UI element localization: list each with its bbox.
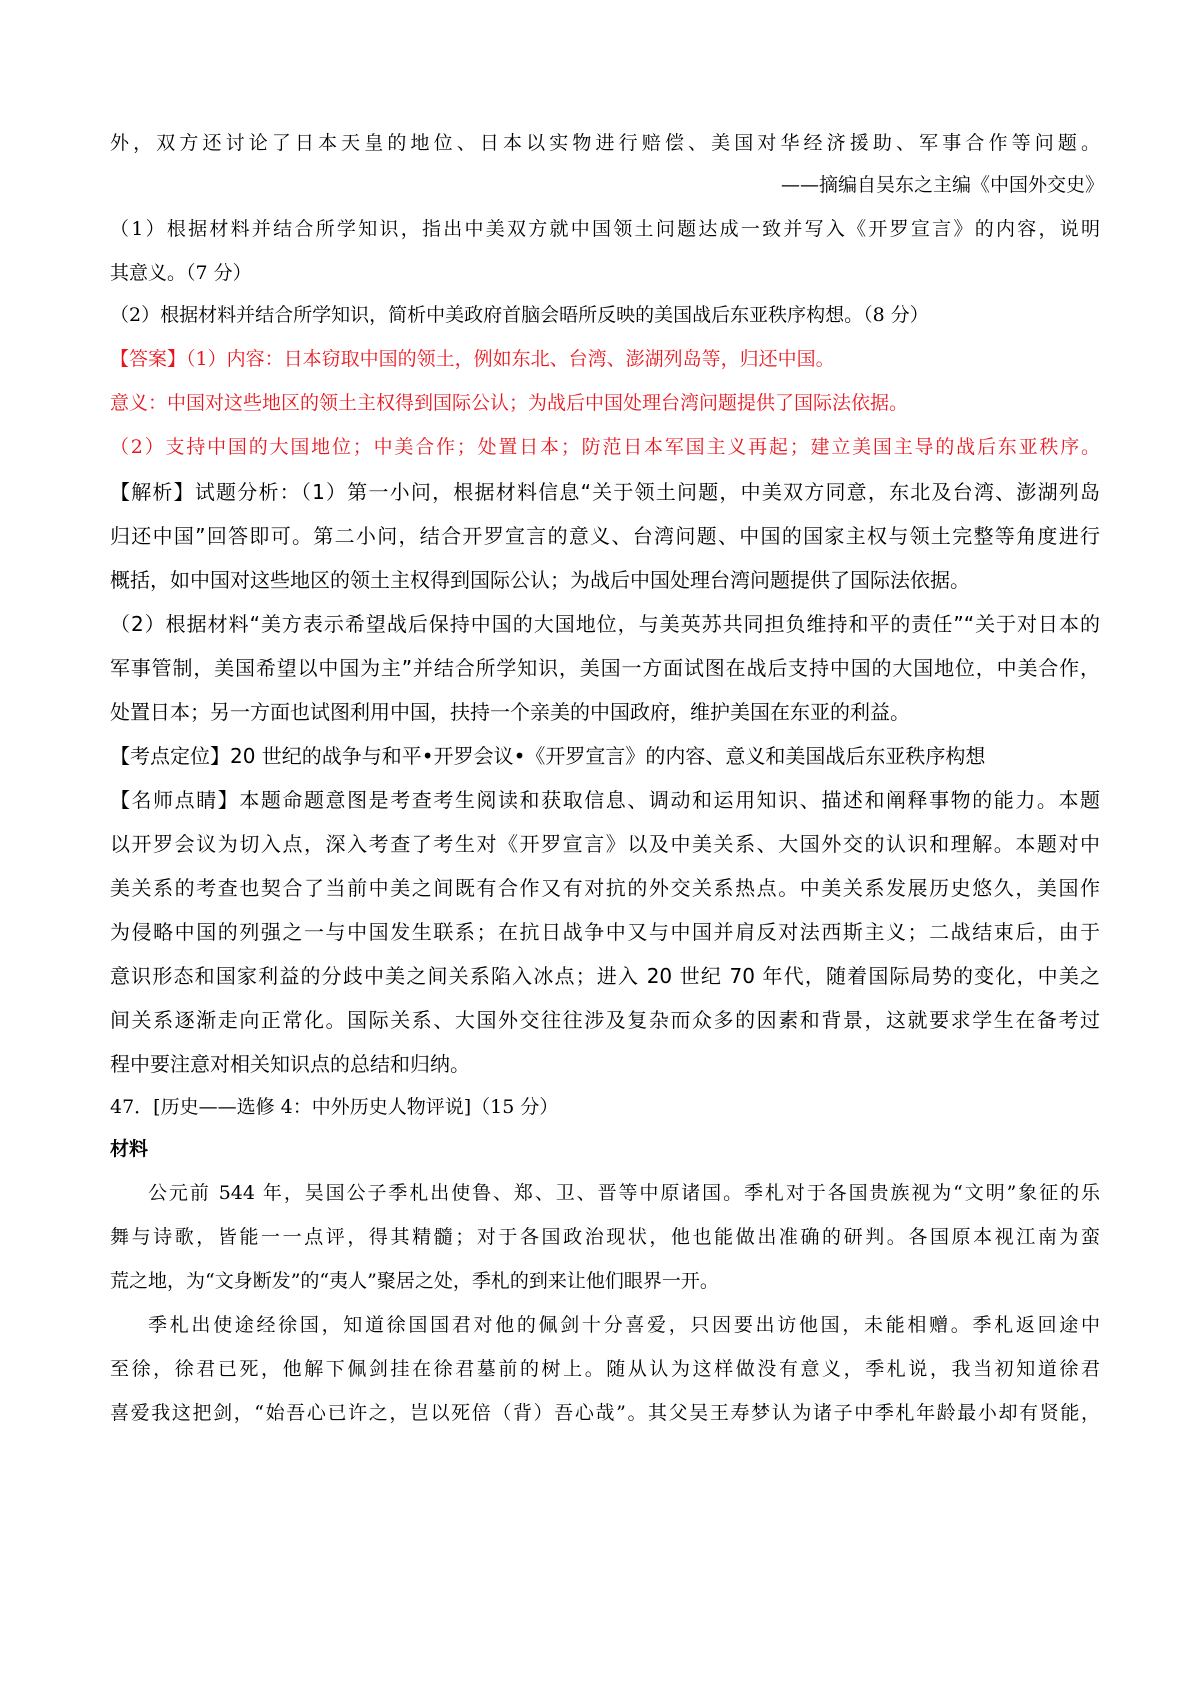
q47-para-2-line-3: 喜爱我这把剑，“始吾心已许之，岂以死倍（背）吾心哉”。其父吴王寿梦认为诸子中季札年龄最小却有贤能， (110, 1402, 1100, 1424)
mingshi-line-5: 意识形态和国家利益的分歧中美之间关系陷入冰点；进入 20 世纪 70 年代，随着国际局势的变化，中美之 (110, 964, 1100, 988)
analysis-line-4: （2）根据材料“美方表示希望战后保持中国的大国地位，与美英苏共同担负维持和平的责任”“关于对日本的 (110, 612, 1100, 636)
analysis-line-3: 概括，如中国对这些地区的领土主权得到国际公认；为战后中国处理台湾问题提供了国际法依据。 (110, 568, 970, 592)
q47-para-2-line-1: 季札出使途经徐国，知道徐国国君对他的佩剑十分喜爱，只因要出访他国，未能相赠。季札返回途中 (148, 1314, 1100, 1336)
material-label: 材料 (110, 1138, 149, 1160)
question-1-line-1: （1）根据材料并结合所学知识，指出中美双方就中国领土问题达成一致并写入《开罗宣言》的内容，说明 (110, 218, 1100, 240)
analysis-line-1: 【解析】试题分析：（1）第一小问，根据材料信息“关于领土问题，中美双方同意，东北及台湾、澎湖列岛 (110, 480, 1100, 504)
question-2: （2）根据材料并结合所学知识，简析中美政府首脑会晤所反映的美国战后东亚秩序构想。（8 分） (110, 304, 929, 326)
answer-line-2: 意义：中国对这些地区的领土主权得到国际公认；为战后中国处理台湾问题提供了国际法依据。 (110, 392, 909, 414)
material-tail-line: 外，双方还讨论了日本天皇的地位、日本以实物进行赔偿、美国对华经济援助、军事合作等问题。 (110, 132, 1100, 154)
mingshi-line-2: 以开罗会议为切入点，深入考查了考生对《开罗宣言》以及中美关系、大国外交的认识和理解。本题对中 (110, 832, 1100, 856)
analysis-line-6: 处置日本；另一方面也试图利用中国，扶持一个亲美的中国政府，维护美国在东亚的利益。 (110, 700, 910, 724)
answer-line-1: 【答案】（1）内容：日本窃取中国的领土，例如东北、台湾、澎湖列岛等，归还中国。 (110, 348, 835, 370)
q47-para-1-line-3: 荒之地，为“文身断发”的“夷人”聚居之处，季札的到来让他们眼界一开。 (110, 1270, 719, 1292)
mingshi-line-3: 美关系的考查也契合了当前中美之间既有合作又有对抗的外交关系热点。中美关系发展历史悠久，美国作 (110, 876, 1100, 900)
q47-para-1-line-1: 公元前 544 年，吴国公子季札出使鲁、郑、卫、晋等中原诸国。季札对于各国贵族视为“文明”象征的乐 (148, 1182, 1100, 1204)
analysis-line-2: 归还中国”回答即可。第二小问，结合开罗宣言的意义、台湾问题、中国的国家主权与领土完整等角度进行 (110, 524, 1100, 548)
mingshi-line-7: 程中要注意对相关知识点的总结和归纳。 (110, 1052, 470, 1076)
question-47-header: 47．[历史——选修 4：中外历史人物评说]（15 分） (110, 1096, 559, 1118)
mingshi-line-4: 为侵略中国的列强之一与中国发生联系；在抗日战争中又与中国并肩反对法西斯主义；二战结束后，由于 (110, 920, 1100, 944)
mingshi-line-6: 间关系逐渐走向正常化。国际关系、大国外交往往涉及复杂而众多的因素和背景，这就要求学生在备考过 (110, 1008, 1100, 1032)
answer-line-3: （2）支持中国的大国地位；中美合作；处置日本；防范日本军国主义再起；建立美国主导的战后东亚秩序。 (110, 436, 1100, 458)
kaodian-line: 【考点定位】20 世纪的战争与和平•开罗会议•《开罗宣言》的内容、意义和美国战后东亚秩序构想 (110, 744, 986, 768)
mingshi-line-1: 【名师点睛】本题命题意图是考查考生阅读和获取信息、调动和运用知识、描述和阐释事物的能力。本题 (110, 788, 1100, 812)
question-1-line-2: 其意义。（7 分） (110, 262, 252, 284)
material-source: ——摘编自吴东之主编《中国外交史》 (780, 174, 1104, 196)
q47-para-1-line-2: 舞与诗歌，皆能一一点评，得其精髓；对于各国政治现状，他也能做出准确的研判。各国原本视江南为蛮 (110, 1226, 1100, 1248)
analysis-line-5: 军事管制，美国希望以中国为主”并结合所学知识，美国一方面试图在战后支持中国的大国地位，中美合作， (110, 656, 1100, 680)
q47-para-2-line-2: 至徐，徐君已死，他解下佩剑挂在徐君墓前的树上。随从认为这样做没有意义，季札说，我当初知道徐君 (110, 1358, 1100, 1380)
